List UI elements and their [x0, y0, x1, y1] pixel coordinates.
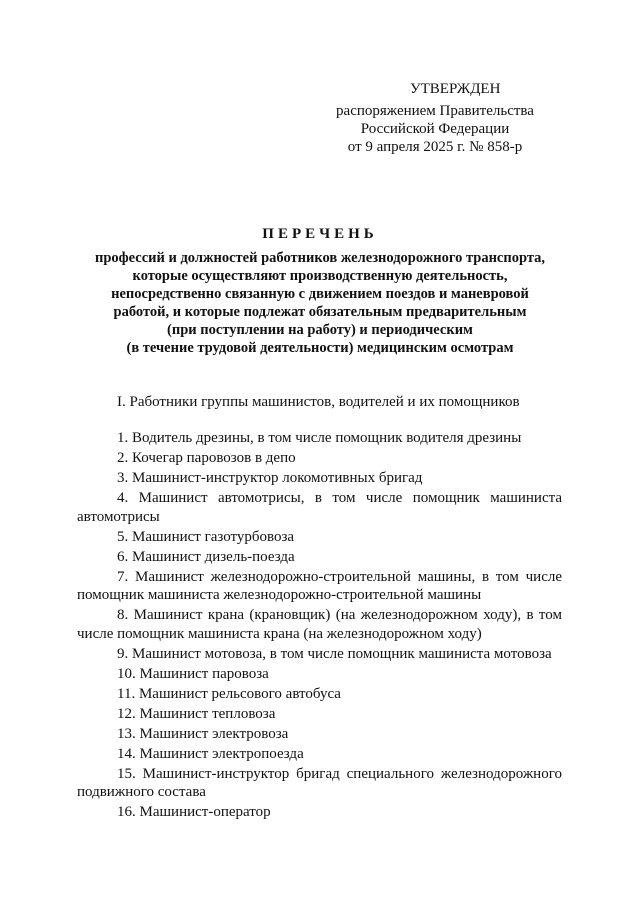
subtitle-line: непосредственно связанную с движением поездов и маневровой: [111, 286, 529, 302]
approval-line-1: распоряжением Правительства: [336, 103, 534, 119]
profession-list: [77, 429, 562, 823]
subtitle-line: профессий и должностей работников железнодорожного транспорта,: [94, 250, 546, 266]
subtitle-line: (при поступлении на работу) и периодическим: [167, 322, 473, 338]
section-heading: I. Работники группы машинистов, водителей и их помощников: [117, 394, 520, 410]
document-title: ПЕРЕЧЕНЬ: [262, 226, 378, 242]
list-item: 14. Машинист электропоезда: [117, 745, 304, 762]
list-item: 7. Машинист железнодорожно-строительной машины, в том числе помощник машиниста железнодорожно-строительной машины: [77, 568, 562, 603]
subtitle-line: работой, и которые подлежат обязательным предварительным: [113, 304, 527, 320]
list-item: 2. Кочегар паровозов в депо: [117, 450, 296, 466]
approval-block: [330, 80, 540, 156]
subtitle-line: (в течение трудовой деятельности) медицинским осмотрам: [126, 340, 514, 356]
list-item: 4. Машинист автомотрисы, в том числе помощник машиниста автомотрисы: [77, 490, 562, 525]
list-item: 13. Машинист электровоза: [117, 725, 289, 742]
list-item: 8. Машинист крана (крановщик) (на железнодорожном ходу), в том числе помощник машиниста крана (на железнодорожном ходу): [77, 607, 562, 642]
approval-stamp: УТВЕРЖДЕН: [410, 81, 501, 97]
list-item: 15. Машинист-инструктор бригад специального железнодорожного подвижного состава: [77, 765, 562, 800]
list-item: 10. Машинист паровоза: [117, 665, 269, 682]
document-subtitle: [80, 249, 560, 357]
list-item: 11. Машинист рельсового автобуса: [117, 685, 341, 702]
approval-line-3: от 9 апреля 2025 г. № 858-р: [347, 139, 523, 155]
list-item: 9. Машинист мотовоза, в том числе помощник машиниста мотовоза: [117, 645, 552, 662]
list-item: 3. Машинист-инструктор локомотивных бригад: [117, 470, 423, 486]
subtitle-line: которые осуществляют производственную деятельность,: [132, 268, 508, 284]
list-item: 16. Машинист-оператор: [117, 804, 271, 820]
list-item: 5. Машинист газотурбовоза: [117, 528, 295, 545]
list-item: 6. Машинист дизель-поезда: [117, 548, 295, 565]
approval-line-2: Российской Федерации: [360, 121, 510, 137]
list-item: 1. Водитель дрезины, в том числе помощник водителя дрезины: [117, 430, 522, 446]
list-item: 12. Машинист тепловоза: [117, 705, 276, 722]
